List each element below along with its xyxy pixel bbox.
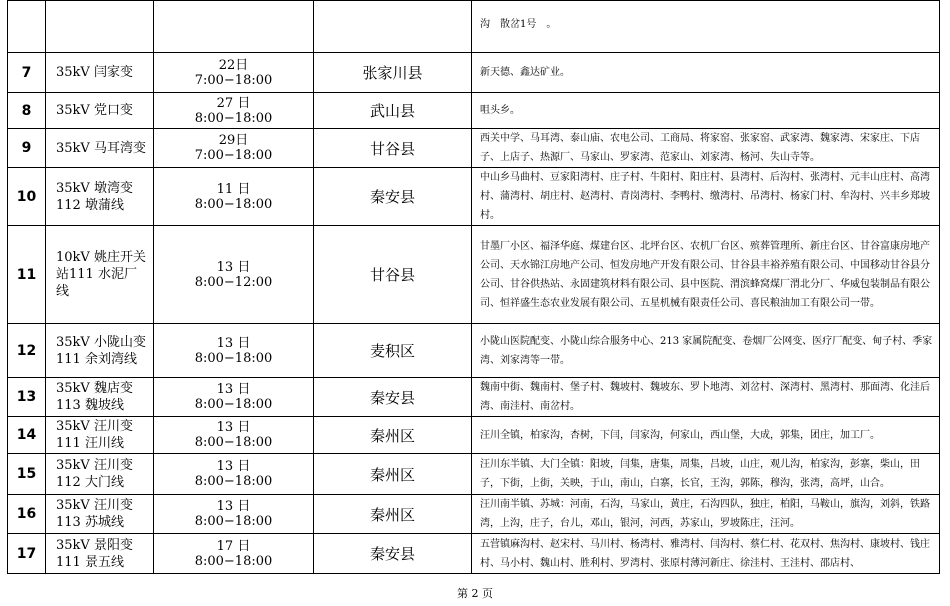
table-row — [8, 534, 940, 574]
table-row — [8, 53, 940, 93]
cell-time — [154, 1, 314, 53]
cell-num: 14 — [8, 417, 46, 454]
cell-num: 9 — [8, 129, 46, 168]
cell-county: 秦州区 — [314, 454, 472, 495]
cell-county: 秦州区 — [314, 495, 472, 534]
outage-schedule-table — [7, 0, 940, 574]
cell-substation: 10kV 姚庄开关站111 水泥厂线 — [46, 226, 154, 324]
cell-time — [154, 129, 314, 168]
cell-area: 魏南中街、魏南村、堡子村、魏坡村、魏坡东、罗卜地湾、刘岔村、深湾村、黑湾村、那面湾、化洼后湾、南洼村、南岔村。 — [472, 378, 940, 417]
time-day: 13 日 — [216, 382, 251, 397]
time-range: 8:00−18:00 — [194, 435, 273, 450]
cell-time — [154, 226, 314, 324]
cell-county: 麦积区 — [314, 324, 472, 378]
time-range: 8:00−18:00 — [194, 553, 273, 569]
table-row — [8, 454, 940, 495]
cell-substation: 35kV 党口变 — [46, 93, 154, 129]
cell-time — [154, 417, 314, 454]
table-row — [8, 495, 940, 534]
cell-num: 15 — [8, 454, 46, 495]
cell-county: 甘谷县 — [314, 226, 472, 324]
page-number: 第 2 页 — [457, 587, 493, 600]
cell-num: 11 — [8, 226, 46, 324]
cell-time — [154, 168, 314, 226]
cell-num — [8, 1, 46, 53]
cell-area: 汪川东半镇、大门全镇：阳坡，闫集，唐集，周集，吕坡，山庄，观儿沟，柏家沟，彭寨，柴山，田子，下街，上街，关映，于山，南山，白寨，长官，王沟，郭陈，穆沟，张湾，高坪，山合。 — [472, 454, 940, 495]
table-row — [8, 226, 940, 324]
cell-num: 17 — [8, 534, 46, 574]
cell-county: 秦安县 — [314, 534, 472, 574]
cell-county — [314, 1, 472, 53]
time-day: 27 日 — [216, 95, 251, 111]
cell-county: 张家川县 — [314, 53, 472, 93]
table-row — [8, 129, 940, 168]
table-row — [8, 93, 940, 129]
time-range: 8:00−12:00 — [194, 274, 273, 290]
cell-substation: 35kV 汪川变111 汪川线 — [46, 417, 154, 454]
cell-area: 甘墨厂小区、福泽华庭、煤建台区、北坪台区、农机厂台区、殡葬管理所、新庄台区、甘谷富康房地产公司、天水锦江房地产公司、恒发房地产开发有限公司、甘谷县丰裕养殖有限公司、中国移动甘谷县分公司、甘谷供热站、永固建筑材料有限公司、县中医院、渭滨蜂窝煤厂渭北分厂、华威包装制品有限公司、恒祥盛生态农业发展有限公司、五星机械有限责任公司、喜民粮油加工有限公司一带。 — [472, 226, 940, 324]
table-row — [8, 378, 940, 417]
time-day: 17 日 — [216, 538, 251, 554]
time-range: 7:00−18:00 — [194, 72, 273, 88]
cell-area: 小陇山医院配变、小陇山综合服务中心、213 家属院配变、卷烟厂公网变、医疗厂配变、甸子村、季家湾、刘家湾等一带。 — [472, 324, 940, 378]
cell-substation: 35kV 墩湾变112 墩蒲线 — [46, 168, 154, 226]
table-row-continued — [8, 1, 940, 53]
cell-num: 13 — [8, 378, 46, 417]
cell-substation: 35kV 汪川变112 大门线 — [46, 454, 154, 495]
cell-num: 16 — [8, 495, 46, 534]
table-row — [8, 168, 940, 226]
time-day: 11 日 — [216, 181, 251, 197]
cell-area: 五营镇麻沟村、赵宋村、马川村、杨湾村、雅湾村、闫沟村、蔡仁村、花双村、焦沟村、康坡村、钱庄村、马小村、魏山村、胜利村、罗湾村、张原村薄河新庄、徐洼村、王洼村、邵店村、 — [472, 534, 940, 574]
cell-area: 中山乡马曲村、豆家阳湾村、庄子村、牛阳村、阳庄村、县湾村、后沟村、张湾村、元丰山庄村、高湾村、蒲湾村、胡庄村、赵湾村、青岗湾村、李鸭村、缴湾村、吊湾村、杨家门村、牟沟村、兴丰乡郑坡村。 — [472, 168, 940, 226]
time-range: 8:00−18:00 — [194, 350, 273, 366]
cell-num: 7 — [8, 53, 46, 93]
cell-county: 甘谷县 — [314, 129, 472, 168]
table-row — [8, 324, 940, 378]
time-day: 13 日 — [216, 499, 251, 514]
cell-area: 新天德、鑫达矿业。 — [472, 53, 940, 93]
cell-area: 沟 散岔1号 。 — [472, 1, 940, 53]
time-range: 8:00−18:00 — [194, 110, 273, 126]
cell-num: 10 — [8, 168, 46, 226]
cell-area: 西关中学、马耳湾、泰山庙、农电公司、工商局、将家窑、张家窑、武家湾、魏家湾、宋家庄、下店子、上店子、热源厂、马家山、罗家湾、范家山、刘家湾、杨河、失山寺等。 — [472, 129, 940, 168]
time-day: 22日 — [218, 57, 249, 73]
cell-num: 12 — [8, 324, 46, 378]
time-range: 8:00−18:00 — [194, 474, 273, 489]
cell-substation: 35kV 汪川变113 苏城线 — [46, 495, 154, 534]
cell-substation: 35kV 马耳湾变 — [46, 129, 154, 168]
cell-time — [154, 495, 314, 534]
time-day: 29日 — [218, 133, 249, 148]
time-range: 8:00−18:00 — [194, 397, 273, 412]
cell-substation: 35kV 小陇山变111 余刘湾线 — [46, 324, 154, 378]
cell-time — [154, 534, 314, 574]
cell-county: 秦州区 — [314, 417, 472, 454]
cell-substation: 35kV 魏店变113 魏坡线 — [46, 378, 154, 417]
cell-area: 汪川南半镇、苏城：河南，石沟，马家山，黄庄，石沟四队，独庄，柏阳，马鞍山，旗沟，刘斜，铁路湾，上沟，庄子，台儿，邓山，银河，河西，苏家山，罗坡陈庄，汪河。 — [472, 495, 940, 534]
cell-time — [154, 53, 314, 93]
cell-substation: 35kV 景阳变111 景五线 — [46, 534, 154, 574]
cell-substation — [46, 1, 154, 53]
cell-time — [154, 93, 314, 129]
cell-num: 8 — [8, 93, 46, 129]
cell-time — [154, 454, 314, 495]
time-day: 13 日 — [216, 420, 251, 435]
cell-time — [154, 324, 314, 378]
table-row — [8, 417, 940, 454]
cell-county: 武山县 — [314, 93, 472, 129]
time-day: 13 日 — [216, 259, 251, 275]
time-range: 7:00−18:00 — [194, 148, 273, 163]
time-range: 8:00−18:00 — [194, 196, 273, 212]
time-day: 13 日 — [216, 335, 251, 351]
cell-area: 汪川全镇，柏家沟，杏树，下闫，闫家沟，何家山，西山堡，大成，郭集，团庄，加工厂。 — [472, 417, 940, 454]
cell-area: 咀头乡。 — [472, 93, 940, 129]
cell-county: 秦安县 — [314, 378, 472, 417]
cell-county: 秦安县 — [314, 168, 472, 226]
cell-substation: 35kV 闫家变 — [46, 53, 154, 93]
time-day: 13 日 — [216, 459, 251, 474]
time-range: 8:00−18:00 — [194, 514, 273, 529]
cell-time — [154, 378, 314, 417]
